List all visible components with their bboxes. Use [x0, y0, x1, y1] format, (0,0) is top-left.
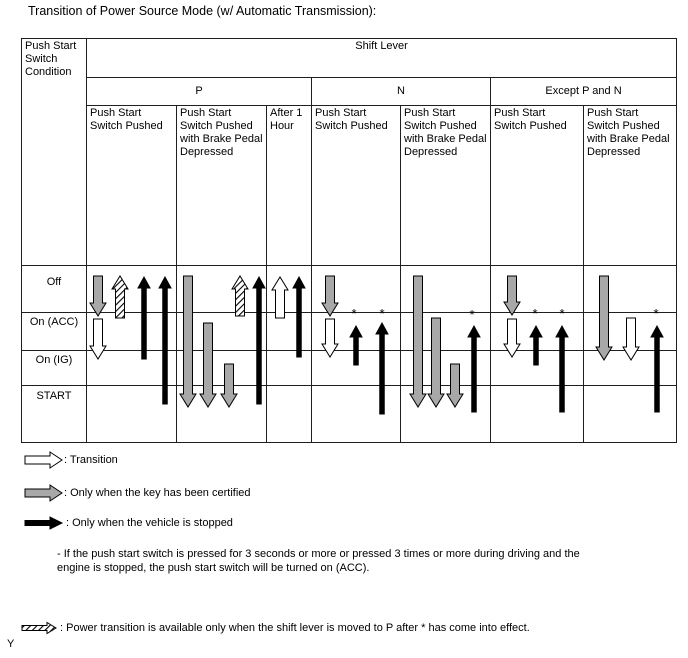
body-cell	[87, 313, 177, 351]
note-text	[57, 547, 667, 575]
body-cell	[584, 351, 677, 386]
body-cell	[491, 313, 584, 351]
asterisk-marker: *	[379, 306, 385, 321]
footer-mark: Y	[7, 638, 15, 650]
body-cell	[177, 266, 267, 313]
asterisk-marker: *	[469, 307, 475, 322]
note-line-1: - If the push start switch is pressed for 3 seconds or more or pressed 3 times or more during driving and the	[57, 548, 580, 560]
legend-arrow-black	[25, 517, 62, 529]
legend-label-transition: : Transition	[64, 454, 118, 466]
body-cell	[312, 386, 401, 443]
body-cell	[267, 351, 312, 386]
col-header-p-pushed: Push Start Switch Pushed	[87, 106, 177, 266]
body-cell	[177, 351, 267, 386]
row-label-on-acc: On (ACC)	[22, 313, 87, 351]
body-cell	[401, 386, 491, 443]
row-label-off: Off	[22, 266, 87, 313]
legend-label-key-certified: : Only when the key has been certified	[64, 487, 251, 499]
body-cell	[401, 351, 491, 386]
transition-table	[21, 38, 677, 443]
body-cell	[267, 266, 312, 313]
body-cell	[401, 313, 491, 351]
group-header-n: N	[312, 78, 491, 106]
col-header-p-after-1-hour: After 1 Hour	[267, 106, 312, 266]
row-label-start: START	[22, 386, 87, 443]
legend-arrow-white	[25, 452, 62, 468]
asterisk-marker: *	[653, 306, 659, 321]
corner-header-push-start-switch-condition: Push Start Switch Condition	[22, 39, 87, 266]
body-cell	[87, 386, 177, 443]
group-header-p: P	[87, 78, 312, 106]
body-cell	[584, 266, 677, 313]
body-cell	[401, 266, 491, 313]
body-cell	[584, 313, 677, 351]
header-shift-lever: Shift Lever	[87, 39, 677, 78]
body-cell	[312, 313, 401, 351]
body-cell	[177, 313, 267, 351]
legend-label-hatched-power-transition: : Power transition is available only when the shift lever is moved to P after * has come into effect.	[60, 622, 530, 634]
col-header-n-pushed-brake: Push Start Switch Pushed with Brake Pedal Depressed	[401, 106, 491, 266]
body-cell	[491, 386, 584, 443]
legend-label-vehicle-stopped: : Only when the vehicle is stopped	[66, 517, 233, 529]
row-label-on-ig: On (IG)	[22, 351, 87, 386]
legend-arrow-hatched	[22, 623, 56, 634]
body-cell	[491, 351, 584, 386]
body-cell	[87, 351, 177, 386]
body-cell	[312, 351, 401, 386]
page-title: Transition of Power Source Mode (w/ Automatic Transmission):	[28, 4, 377, 18]
group-header-except-p-and-n: Except P and N	[491, 78, 677, 106]
col-header-n-pushed: Push Start Switch Pushed	[312, 106, 401, 266]
body-cell	[87, 266, 177, 313]
body-cell	[267, 313, 312, 351]
legend-arrow-gray	[25, 485, 62, 501]
col-header-p-pushed-brake: Push Start Switch Pushed with Brake Pedal Depressed	[177, 106, 267, 266]
col-header-except-pushed: Push Start Switch Pushed	[491, 106, 584, 266]
body-cell	[312, 266, 401, 313]
asterisk-marker: *	[532, 306, 538, 321]
body-cell	[177, 386, 267, 443]
asterisk-marker: *	[351, 306, 357, 321]
body-cell	[584, 386, 677, 443]
body-cell	[267, 386, 312, 443]
body-cell	[491, 266, 584, 313]
asterisk-marker: *	[559, 306, 565, 321]
note-line-2: engine is stopped, the push start switch will be turned on (ACC).	[57, 562, 370, 574]
col-header-except-pushed-brake: Push Start Switch Pushed with Brake Pedal Depressed	[584, 106, 677, 266]
